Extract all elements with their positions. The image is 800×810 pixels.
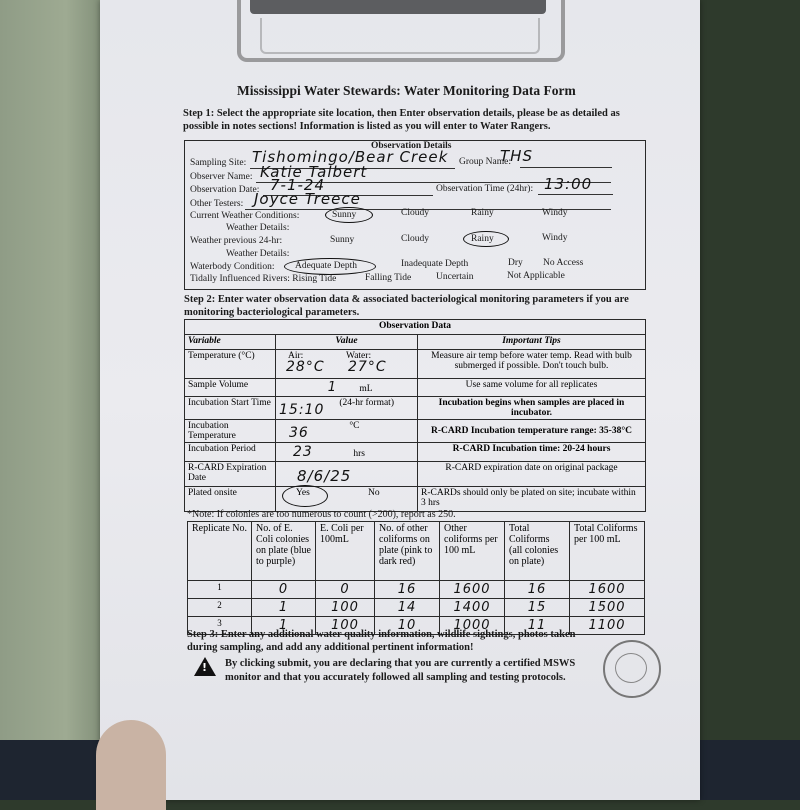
obs-var: Temperature (°C) <box>185 350 276 379</box>
other-testers-value[interactable]: Joyce Treece <box>254 190 361 208</box>
ecoli-colonies-value[interactable]: 0 <box>252 581 316 599</box>
waterbody-adequate[interactable]: Adequate Depth <box>295 261 357 271</box>
plated-no[interactable]: No <box>368 488 380 498</box>
sample-volume-value[interactable]: 1 <box>327 380 337 395</box>
obs-value-cell[interactable] <box>276 443 418 462</box>
tidal-label: Tidally Influenced Rivers: Rising Tide <box>190 274 337 284</box>
weather-previous-windy[interactable]: Windy <box>542 233 568 243</box>
obs-var: R-CARD Expiration Date <box>185 462 276 487</box>
incubation-temp-value[interactable]: 36 <box>289 425 309 441</box>
other-colonies-value[interactable]: 14 <box>375 599 440 617</box>
current-weather-cloudy[interactable]: Cloudy <box>401 208 429 218</box>
weather-previous-sunny[interactable]: Sunny <box>330 235 355 245</box>
col-variable-header: Variable <box>185 335 276 350</box>
current-weather-windy[interactable]: Windy <box>542 208 568 218</box>
header-replicate: Replicate No. <box>188 522 252 581</box>
step3-text-2: during sampling, and add any additional pertinent information! <box>187 642 474 653</box>
waterbody-adequate-circle <box>284 258 376 275</box>
obs-var: Incubation Temperature <box>185 420 276 443</box>
observation-data-title: Observation Data <box>185 320 646 335</box>
clipboard-clip-inner <box>260 18 540 54</box>
step2-text-1: Step 2: Enter water observation data & associated bacteriological monitoring parameters if you are <box>184 294 629 305</box>
incubation-temp-unit: °C <box>349 421 360 431</box>
ecoli-colonies-value[interactable]: 1 <box>252 617 316 635</box>
total-per-100ml-value[interactable]: 1600 <box>570 581 645 599</box>
obs-tip: R-CARD Incubation time: 20-24 hours <box>418 443 646 462</box>
water-label: Water: <box>346 351 372 361</box>
replicate-no: 3 <box>188 617 252 635</box>
other-per-100ml-value[interactable]: 1600 <box>440 581 505 599</box>
observer-name-label: Observer Name: <box>190 172 253 182</box>
tidal-uncertain[interactable]: Uncertain <box>436 272 474 282</box>
weather-previous-rainy[interactable]: Rainy <box>471 234 494 244</box>
waterbody-condition-label: Waterbody Condition: <box>190 262 275 272</box>
air-temp-value[interactable]: 28°C <box>286 359 325 375</box>
group-name-label: Group Name: <box>459 157 511 167</box>
col-tips-header: Important Tips <box>418 335 646 350</box>
col-value-header: Value <box>276 335 418 350</box>
waterbody-no-access[interactable]: No Access <box>543 258 584 268</box>
total-per-100ml-value[interactable]: 1100 <box>570 617 645 635</box>
count-row-1 <box>188 581 645 599</box>
header-ecoli-per-100ml: E. Coli per 100mL <box>316 522 375 581</box>
header-other-per-100ml: Other coliforms per 100 mL <box>440 522 505 581</box>
total-per-100ml-value[interactable]: 1500 <box>570 599 645 617</box>
sampling-site-label: Sampling Site: <box>190 158 247 168</box>
step2-text-2: monitoring bacteriological parameters. <box>184 307 360 318</box>
ecoli-colonies-value[interactable]: 1 <box>252 599 316 617</box>
sampling-site-value[interactable]: Tishomingo/Bear Creek <box>252 148 449 166</box>
waterbody-inadequate[interactable]: Inadequate Depth <box>401 259 469 269</box>
other-per-100ml-value[interactable]: 1400 <box>440 599 505 617</box>
ecoli-per-100ml-value[interactable]: 0 <box>316 581 375 599</box>
observation-time-label: Observation Time (24hr): <box>436 184 534 194</box>
tidal-not-applicable[interactable]: Not Applicable <box>507 271 565 281</box>
rcard-expiration-value[interactable]: 8/6/25 <box>297 467 352 485</box>
obs-var: Plated onsite <box>185 487 276 512</box>
replicate-no: 1 <box>188 581 252 599</box>
other-testers-label: Other Testers: <box>190 199 244 209</box>
obs-value-cell[interactable] <box>276 379 418 397</box>
obs-header-row <box>185 335 646 350</box>
step1-text-1: Step 1: Select the appropriate site location, then Enter observation details, please be as detailed as <box>183 108 620 119</box>
weather-details-label-2: Weather Details: <box>226 249 290 259</box>
obs-tip: Measure air temp before water temp. Read with bulb submerged if possible. Don't touch bulb. <box>418 350 646 379</box>
obs-var: Incubation Period <box>185 443 276 462</box>
air-label: Air: <box>288 351 304 361</box>
waterbody-dry[interactable]: Dry <box>508 258 523 268</box>
obs-row-sample-volume <box>185 379 646 397</box>
obs-value-cell[interactable] <box>276 397 418 420</box>
current-weather-label: Current Weather Conditions: <box>190 211 300 221</box>
ecoli-per-100ml-value[interactable]: 100 <box>316 599 375 617</box>
count-row-2 <box>188 599 645 617</box>
plated-yes-circle <box>282 485 328 507</box>
water-temp-value[interactable]: 27°C <box>348 359 387 375</box>
group-name-value[interactable]: THS <box>500 147 533 165</box>
plated-yes[interactable]: Yes <box>296 488 310 498</box>
obs-row-plated-onsite <box>185 487 646 512</box>
observer-name-value[interactable]: Katie Talbert <box>260 163 368 181</box>
incubation-start-unit: (24-hr format) <box>339 398 394 408</box>
step1-text-2: possible in notes sections! Information is listed as you will enter to Water Rangers. <box>183 121 551 132</box>
weather-previous-label: Weather previous 24-hr: <box>190 236 283 246</box>
obs-tip: Incubation begins when samples are placed in incubator. <box>418 397 646 420</box>
weather-previous-rainy-circle <box>463 231 509 247</box>
current-weather-sunny[interactable]: Sunny <box>332 210 357 220</box>
total-colonies-value[interactable]: 11 <box>505 617 570 635</box>
obs-tip: Use same volume for all replicates <box>418 379 646 397</box>
obs-title-row <box>185 320 646 335</box>
replicate-no: 2 <box>188 599 252 617</box>
colony-note: *Note: If colonies are too numerous to count (>200), report as 250. <box>187 509 456 520</box>
obs-row-temperature <box>185 350 646 379</box>
obs-row-incubation-start <box>185 397 646 420</box>
header-ecoli-colonies: No. of E. Coli colonies on plate (blue to purple) <box>252 522 316 581</box>
obs-value-cell[interactable] <box>276 420 418 443</box>
other-colonies-value[interactable]: 16 <box>375 581 440 599</box>
incubation-start-value[interactable]: 15:10 <box>279 402 325 418</box>
incubation-period-unit: hrs <box>353 449 365 459</box>
weather-details-label-1: Weather Details: <box>226 223 290 233</box>
obs-tip: R-CARD expiration date on original package <box>418 462 646 487</box>
obs-row-rcard-expiration <box>185 462 646 487</box>
observation-date-label: Observation Date: <box>190 185 260 195</box>
total-colonies-value[interactable]: 16 <box>505 581 570 599</box>
background-left <box>0 0 110 800</box>
obs-row-incubation-period <box>185 443 646 462</box>
observation-data-table <box>184 319 646 512</box>
submit-declaration-2: monitor and that you accurately followed all sampling and testing protocols. <box>225 672 566 683</box>
sample-volume-unit: mL <box>359 384 373 394</box>
group-name-line <box>520 167 612 168</box>
observation-date-value[interactable]: 7-1-24 <box>270 176 325 194</box>
form-title: Mississippi Water Stewards: Water Monitoring Data Form <box>237 83 576 98</box>
ecoli-per-100ml-value[interactable]: 100 <box>316 617 375 635</box>
header-other-colonies: No. of other coliforms on plate (pink to dark red) <box>375 522 440 581</box>
obs-tip: R-CARDs should only be plated on site; incubate within 3 hrs <box>418 487 646 512</box>
obs-tip: R-CARD Incubation temperature range: 35-38°C <box>418 420 646 443</box>
obs-var: Sample Volume <box>185 379 276 397</box>
current-weather-sunny-circle <box>325 207 373 223</box>
obs-var: Incubation Start Time <box>185 397 276 420</box>
msws-seal-inner-icon <box>615 653 647 683</box>
other-per-100ml-value[interactable]: 1000 <box>440 617 505 635</box>
obs-row-incubation-temp <box>185 420 646 443</box>
tidal-falling[interactable]: Falling Tide <box>365 273 412 283</box>
obs-value-cell[interactable] <box>276 487 418 512</box>
observation-details-title: Observation Details <box>371 141 452 151</box>
obs-value-cell[interactable] <box>276 462 418 487</box>
colony-count-table <box>187 521 645 635</box>
observation-time-value[interactable]: 13:00 <box>544 175 593 193</box>
step3-text-1: Step 3: Enter any additional water quality information, wildlife sightings, photos taken <box>187 629 576 640</box>
header-total-per-100ml: Total Coliforms per 100 mL <box>570 522 645 581</box>
obs-value-cell[interactable] <box>276 350 418 379</box>
count-header-row <box>188 522 645 581</box>
finger-photo-artifact <box>96 720 166 810</box>
weather-previous-cloudy[interactable]: Cloudy <box>401 234 429 244</box>
warning-exclamation-icon: ! <box>202 661 208 674</box>
header-total-colonies: Total Coliforms (all colonies on plate) <box>505 522 570 581</box>
observation-time-line <box>538 194 613 195</box>
incubation-period-value[interactable]: 23 <box>293 444 313 460</box>
other-colonies-value[interactable]: 10 <box>375 617 440 635</box>
current-weather-rainy[interactable]: Rainy <box>471 208 494 218</box>
submit-declaration-1: By clicking submit, you are declaring that you are currently a certified MSWS <box>225 658 576 669</box>
total-colonies-value[interactable]: 15 <box>505 599 570 617</box>
